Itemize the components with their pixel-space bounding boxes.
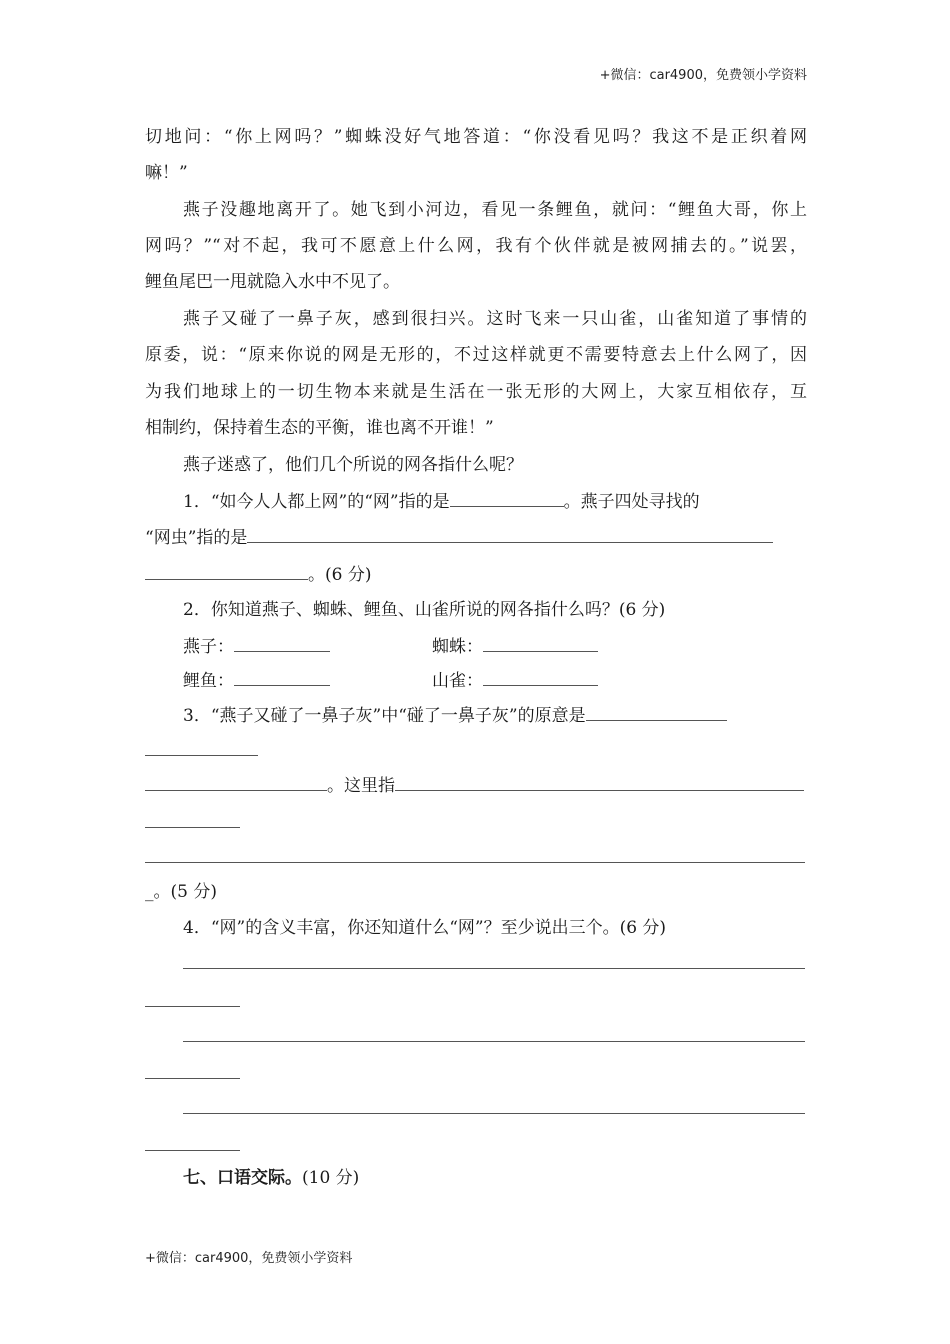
- q2-swallow: [183, 634, 330, 659]
- answer-blank[interactable]: [234, 634, 330, 652]
- question-3-text: 。这里指: [327, 776, 395, 796]
- question-1: [183, 489, 807, 514]
- answer-line[interactable]: [145, 755, 258, 756]
- answer-line[interactable]: [145, 1006, 240, 1007]
- answer-blank[interactable]: [145, 562, 308, 580]
- passage-line: 网吗？”“对不起，我可不愿意上什么网，我有个伙伴就是被网捕去的。”说罢，: [145, 236, 807, 256]
- passage-line: 原委，说：“原来你说的网是无形的，不过这样就更不需要特意去上什么网了，因: [145, 345, 807, 365]
- answer-line[interactable]: [145, 827, 240, 828]
- answer-blank[interactable]: [145, 773, 327, 791]
- answer-blank[interactable]: [395, 773, 804, 791]
- passage-line: 燕子没趣地离开了。她飞到小河边，看见一条鲤鱼，就问：“鲤鱼大哥，你上: [183, 200, 807, 220]
- question-3-score: _。(5 分): [145, 882, 217, 902]
- answer-line[interactable]: [183, 968, 805, 969]
- q2-sparrow: [432, 668, 598, 693]
- question-1-line2: [145, 525, 807, 550]
- passage-line: 燕子又碰了一鼻子灰，感到很扫兴。这时飞来一只山雀，山雀知道了事情的: [183, 309, 807, 329]
- question-3-line2: [145, 773, 807, 798]
- q2-spider: [432, 634, 598, 659]
- passage-line: 切地问：“你上网吗？”蜘蛛没好气地答道：“你没看见吗？我这不是正织着网: [145, 127, 807, 147]
- q2-spider-label: 蜘蛛：: [432, 637, 483, 657]
- passage-line: 嘛！”: [145, 163, 188, 183]
- question-1-text: 。燕子四处寻找的: [563, 492, 700, 512]
- question-1-text: “网虫”指的是: [145, 528, 248, 548]
- answer-blank[interactable]: [483, 668, 598, 686]
- question-1-text: 1．“如今人人都上网”的“网”指的是: [183, 492, 450, 512]
- section-7-score: (10 分): [302, 1168, 360, 1188]
- question-1-score: 。(6 分): [308, 565, 372, 585]
- section-7-heading: [183, 1166, 807, 1190]
- answer-line[interactable]: [145, 1078, 240, 1079]
- answer-blank[interactable]: [586, 703, 727, 721]
- question-1-line3: [145, 562, 807, 587]
- section-7-title: 七、口语交际。: [183, 1168, 302, 1188]
- q2-carp: [183, 668, 330, 693]
- answer-blank[interactable]: [247, 525, 773, 543]
- answer-blank[interactable]: [483, 634, 598, 652]
- question-4: 4．“网”的含义丰富，你还知道什么“网”？至少说出三个。(6 分): [183, 918, 667, 938]
- header-watermark: +微信：car4900，免费领小学资料: [599, 68, 807, 83]
- q2-sparrow-label: 山雀：: [432, 671, 483, 691]
- answer-line[interactable]: [183, 1041, 805, 1042]
- q2-carp-label: 鲤鱼：: [183, 671, 234, 691]
- q2-swallow-label: 燕子：: [183, 637, 234, 657]
- answer-line[interactable]: [145, 862, 805, 863]
- question-2: 2．你知道燕子、蜘蛛、鲤鱼、山雀所说的网各指什么吗？(6 分): [183, 600, 666, 620]
- passage-line: 燕子迷惑了，他们几个所说的网各指什么呢？: [183, 455, 523, 475]
- question-3: [183, 703, 807, 728]
- passage-line: 相制约，保持着生态的平衡，谁也离不开谁！”: [145, 418, 494, 438]
- answer-blank[interactable]: [234, 668, 330, 686]
- passage-line: 为我们地球上的一切生物本来就是生活在一张无形的大网上，大家互相依存，互: [145, 382, 807, 402]
- passage-line: 鲤鱼尾巴一甩就隐入水中不见了。: [145, 272, 400, 292]
- question-3-text: 3．“燕子又碰了一鼻子灰”中“碰了一鼻子灰”的原意是: [183, 706, 586, 726]
- answer-blank[interactable]: [450, 489, 564, 507]
- answer-line[interactable]: [183, 1113, 805, 1114]
- footer-watermark: +微信：car4900，免费领小学资料: [145, 1251, 353, 1266]
- answer-line[interactable]: [145, 1150, 240, 1151]
